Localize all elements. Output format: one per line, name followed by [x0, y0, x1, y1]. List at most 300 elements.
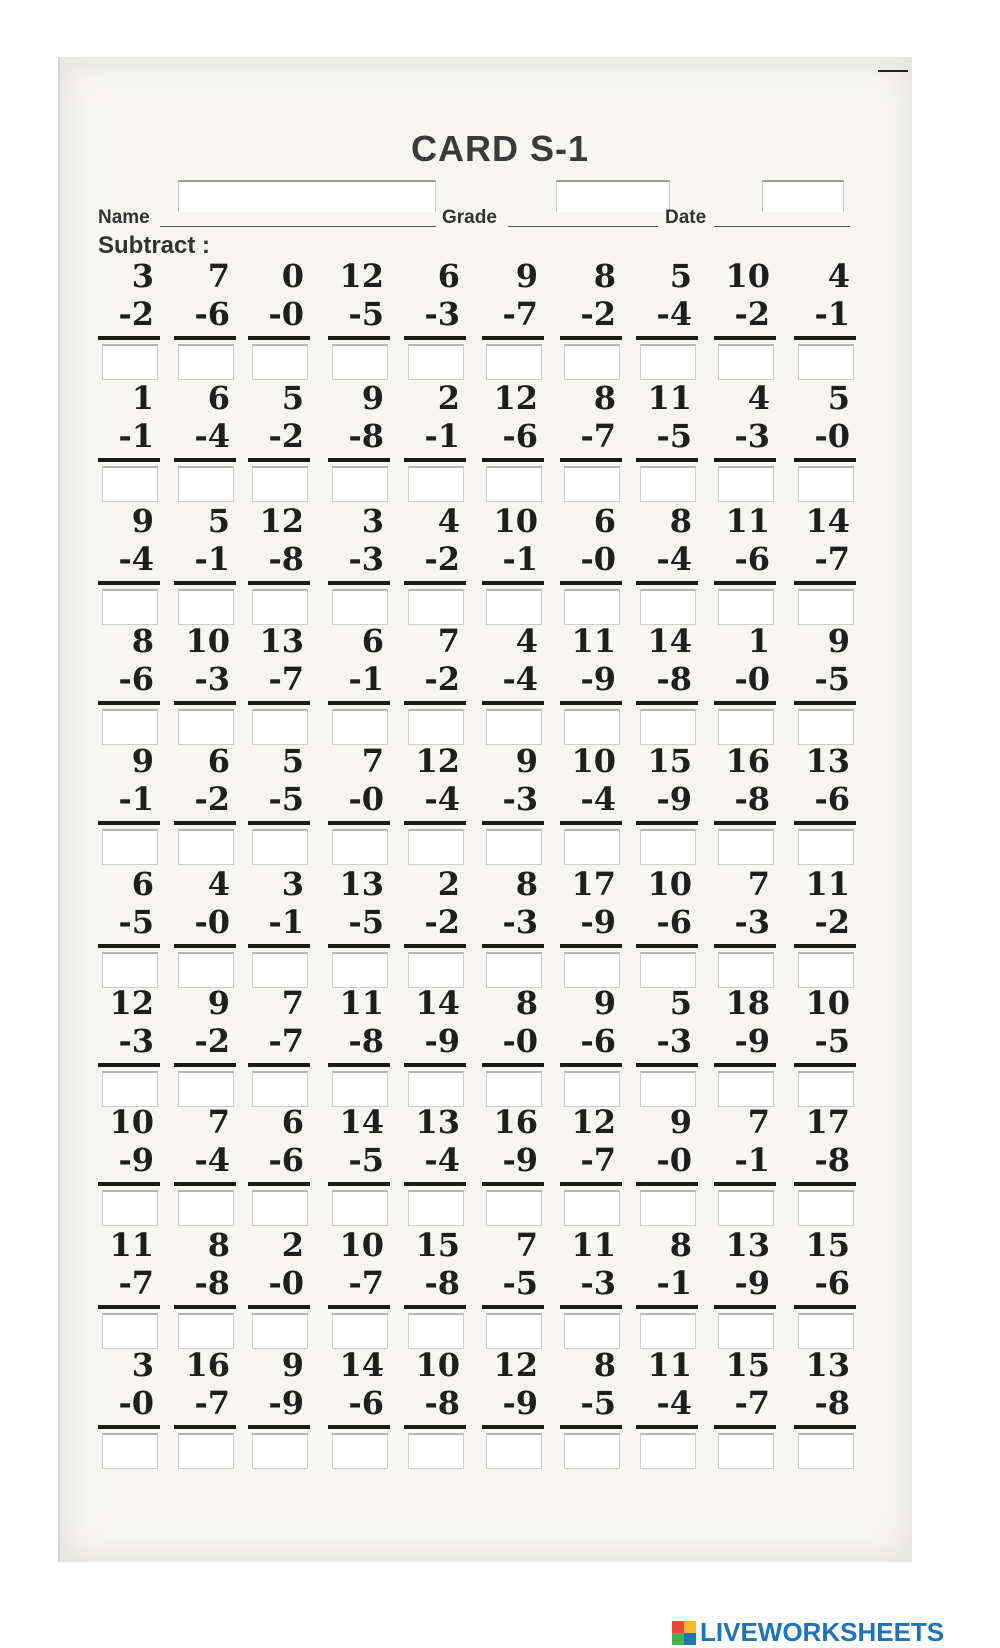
answer-input[interactable]	[718, 709, 774, 745]
minuend: 9	[669, 1103, 692, 1141]
answer-input[interactable]	[178, 344, 234, 380]
minuend: 6	[593, 502, 616, 540]
subtrahend: -2	[424, 903, 460, 941]
minuend: 10	[571, 742, 616, 780]
answer-line	[174, 821, 236, 825]
answer-line	[328, 701, 390, 705]
minuend: 10	[725, 257, 770, 295]
answer-line	[248, 701, 310, 705]
answer-input[interactable]	[332, 466, 388, 502]
answer-line	[482, 701, 544, 705]
answer-line	[248, 944, 310, 948]
subtrahend: -2	[194, 1022, 230, 1060]
answer-line	[714, 336, 776, 340]
subtrahend: -8	[268, 540, 304, 578]
subtrahend: -3	[734, 417, 770, 455]
answer-input[interactable]	[640, 1433, 696, 1469]
answer-line	[482, 458, 544, 462]
subtrahend: -0	[656, 1141, 692, 1179]
minuend: 10	[805, 984, 850, 1022]
answer-input[interactable]	[718, 829, 774, 865]
answer-input[interactable]	[718, 952, 774, 988]
subtrahend: -7	[580, 417, 616, 455]
answer-input[interactable]	[408, 1313, 464, 1349]
minuend: 4	[827, 257, 850, 295]
subtrahend: -0	[580, 540, 616, 578]
answer-input[interactable]	[332, 1190, 388, 1226]
answer-line	[328, 336, 390, 340]
minuend: 12	[493, 379, 538, 417]
answer-line	[482, 821, 544, 825]
subtrahend: -4	[656, 1384, 692, 1422]
subtrahend: -8	[814, 1141, 850, 1179]
subtrahend: -9	[580, 660, 616, 698]
minuend: 12	[109, 984, 154, 1022]
answer-input[interactable]	[718, 344, 774, 380]
subtrahend: -0	[348, 780, 384, 818]
subtrahend: -9	[118, 1141, 154, 1179]
minuend: 10	[109, 1103, 154, 1141]
answer-input[interactable]	[564, 344, 620, 380]
answer-input[interactable]	[252, 1071, 308, 1107]
subtrahend: -5	[580, 1384, 616, 1422]
answer-line	[328, 1425, 390, 1429]
subtrahend: -6	[734, 540, 770, 578]
answer-line	[328, 1305, 390, 1309]
answer-input[interactable]	[408, 466, 464, 502]
minuend: 9	[131, 502, 154, 540]
answer-input[interactable]	[640, 344, 696, 380]
answer-input[interactable]	[640, 589, 696, 625]
answer-line	[404, 1305, 466, 1309]
answer-input[interactable]	[718, 1313, 774, 1349]
answer-line	[328, 1182, 390, 1186]
answer-line	[794, 336, 856, 340]
minuend: 15	[725, 1346, 770, 1384]
answer-input[interactable]	[408, 1190, 464, 1226]
answer-input[interactable]	[332, 589, 388, 625]
answer-input[interactable]	[252, 829, 308, 865]
subtrahend: -3	[734, 903, 770, 941]
answer-line	[174, 701, 236, 705]
answer-input[interactable]	[486, 589, 542, 625]
minuend: 10	[339, 1226, 384, 1264]
liveworksheets-logo	[672, 1617, 944, 1648]
subtrahend: -3	[502, 780, 538, 818]
minuend: 5	[207, 502, 230, 540]
subtrahend: -2	[814, 903, 850, 941]
answer-input[interactable]	[178, 589, 234, 625]
answer-line	[714, 821, 776, 825]
answer-line	[98, 1305, 160, 1309]
minuend: 8	[131, 622, 154, 660]
minuend: 13	[805, 742, 850, 780]
answer-input[interactable]	[102, 709, 158, 745]
subtrahend: -9	[734, 1264, 770, 1302]
answer-line	[174, 458, 236, 462]
subtrahend: -9	[502, 1384, 538, 1422]
subtrahend: -3	[118, 1022, 154, 1060]
answer-input[interactable]	[102, 344, 158, 380]
subtrahend: -1	[118, 780, 154, 818]
answer-line	[174, 1182, 236, 1186]
minuend: 13	[725, 1226, 770, 1264]
subtrahend: -6	[118, 660, 154, 698]
answer-line	[714, 1182, 776, 1186]
answer-input[interactable]	[102, 952, 158, 988]
answer-input[interactable]	[252, 709, 308, 745]
answer-input[interactable]	[798, 709, 854, 745]
answer-input[interactable]	[564, 589, 620, 625]
answer-input[interactable]	[486, 829, 542, 865]
answer-input[interactable]	[408, 1071, 464, 1107]
answer-input[interactable]	[178, 952, 234, 988]
answer-line	[328, 821, 390, 825]
answer-line	[560, 1305, 622, 1309]
answer-input[interactable]	[486, 1071, 542, 1107]
subtrahend: -8	[424, 1384, 460, 1422]
minuend: 17	[805, 1103, 850, 1141]
minuend: 9	[827, 622, 850, 660]
minuend: 1	[131, 379, 154, 417]
answer-input[interactable]	[332, 344, 388, 380]
answer-input[interactable]	[486, 709, 542, 745]
answer-input[interactable]	[486, 344, 542, 380]
answer-input[interactable]	[178, 1190, 234, 1226]
answer-line	[636, 821, 698, 825]
minuend: 3	[281, 865, 304, 903]
answer-line	[482, 1305, 544, 1309]
minuend: 6	[207, 379, 230, 417]
answer-input[interactable]	[102, 1433, 158, 1469]
subtrahend: -1	[502, 540, 538, 578]
answer-input[interactable]	[564, 709, 620, 745]
answer-input[interactable]	[640, 466, 696, 502]
answer-input[interactable]	[102, 466, 158, 502]
answer-input[interactable]	[486, 466, 542, 502]
answer-line	[98, 944, 160, 948]
answer-line	[404, 701, 466, 705]
answer-line	[794, 944, 856, 948]
subtrahend: -7	[268, 1022, 304, 1060]
answer-input[interactable]	[332, 1313, 388, 1349]
answer-input[interactable]	[408, 709, 464, 745]
minuend: 5	[669, 257, 692, 295]
minuend: 12	[339, 257, 384, 295]
subtrahend: -8	[656, 660, 692, 698]
answer-line	[714, 1063, 776, 1067]
subtrahend: -7	[194, 1384, 230, 1422]
subtrahend: -2	[118, 295, 154, 333]
answer-input[interactable]	[252, 1313, 308, 1349]
minuend: 3	[131, 1346, 154, 1384]
answer-input[interactable]	[102, 829, 158, 865]
answer-input[interactable]	[798, 952, 854, 988]
subtrahend: -3	[580, 1264, 616, 1302]
answer-input[interactable]	[564, 829, 620, 865]
answer-input[interactable]	[178, 1071, 234, 1107]
answer-input[interactable]	[252, 1433, 308, 1469]
answer-input[interactable]	[564, 952, 620, 988]
answer-input[interactable]	[178, 1433, 234, 1469]
subtrahend: -7	[502, 295, 538, 333]
minuend: 9	[593, 984, 616, 1022]
subtrahend: -4	[424, 780, 460, 818]
answer-line	[482, 1182, 544, 1186]
minuend: 18	[725, 984, 770, 1022]
answer-input[interactable]	[332, 1433, 388, 1469]
subtrahend: -7	[118, 1264, 154, 1302]
answer-input[interactable]	[640, 829, 696, 865]
answer-line	[482, 336, 544, 340]
answer-line	[482, 1425, 544, 1429]
subtrahend: -5	[814, 1022, 850, 1060]
subtrahend: -2	[424, 660, 460, 698]
minuend: 2	[437, 379, 460, 417]
grade-label: Grade	[442, 207, 497, 228]
minuend: 8	[593, 257, 616, 295]
subtrahend: -1	[268, 903, 304, 941]
answer-input[interactable]	[718, 1190, 774, 1226]
answer-input[interactable]	[798, 344, 854, 380]
answer-input[interactable]	[102, 1190, 158, 1226]
minuend: 15	[805, 1226, 850, 1264]
answer-input[interactable]	[408, 589, 464, 625]
answer-input[interactable]	[564, 1071, 620, 1107]
answer-input[interactable]	[486, 1190, 542, 1226]
answer-line	[636, 336, 698, 340]
instruction-label: Subtract :	[98, 232, 211, 259]
answer-line	[560, 1182, 622, 1186]
answer-line	[794, 1305, 856, 1309]
answer-input[interactable]	[564, 1433, 620, 1469]
subtrahend: -6	[580, 1022, 616, 1060]
answer-input[interactable]	[798, 1190, 854, 1226]
subtrahend: -2	[734, 295, 770, 333]
answer-input[interactable]	[640, 1190, 696, 1226]
answer-line	[328, 944, 390, 948]
minuend: 4	[747, 379, 770, 417]
minuend: 9	[281, 1346, 304, 1384]
answer-input[interactable]	[564, 1190, 620, 1226]
answer-input[interactable]	[798, 1433, 854, 1469]
minuend: 13	[339, 865, 384, 903]
answer-input[interactable]	[640, 952, 696, 988]
answer-line	[174, 336, 236, 340]
subtrahend: -4	[194, 1141, 230, 1179]
answer-input[interactable]	[178, 1313, 234, 1349]
answer-input[interactable]	[486, 952, 542, 988]
subtrahend: -5	[502, 1264, 538, 1302]
subtrahend: -5	[348, 903, 384, 941]
answer-line	[636, 1182, 698, 1186]
minuend: 9	[207, 984, 230, 1022]
subtrahend: -6	[268, 1141, 304, 1179]
answer-input[interactable]	[178, 709, 234, 745]
answer-input[interactable]	[102, 589, 158, 625]
answer-input[interactable]	[252, 952, 308, 988]
minuend: 5	[827, 379, 850, 417]
answer-line	[636, 458, 698, 462]
answer-line	[482, 581, 544, 585]
subtrahend: -9	[580, 903, 616, 941]
minuend: 14	[339, 1103, 384, 1141]
subtrahend: -4	[424, 1141, 460, 1179]
minuend: 16	[493, 1103, 538, 1141]
subtrahend: -4	[502, 660, 538, 698]
answer-input[interactable]	[332, 1071, 388, 1107]
minuend: 14	[415, 984, 460, 1022]
logo-text: LIVEWORKSHEETS	[700, 1617, 945, 1647]
answer-input[interactable]	[564, 466, 620, 502]
answer-line	[794, 458, 856, 462]
minuend: 16	[185, 1346, 230, 1384]
answer-input[interactable]	[252, 344, 308, 380]
minuend: 11	[571, 1226, 616, 1264]
minuend: 11	[725, 502, 770, 540]
answer-line	[174, 1305, 236, 1309]
minuend: 8	[669, 1226, 692, 1264]
answer-input[interactable]	[252, 466, 308, 502]
subtrahend: -1	[348, 660, 384, 698]
answer-input[interactable]	[102, 1071, 158, 1107]
answer-line	[174, 944, 236, 948]
minuend: 7	[207, 1103, 230, 1141]
subtrahend: -8	[734, 780, 770, 818]
minuend: 8	[515, 984, 538, 1022]
subtrahend: -0	[118, 1384, 154, 1422]
subtrahend: -7	[580, 1141, 616, 1179]
answer-line	[98, 1063, 160, 1067]
answer-input[interactable]	[332, 952, 388, 988]
answer-input[interactable]	[486, 1313, 542, 1349]
minuend: 2	[437, 865, 460, 903]
answer-line	[482, 944, 544, 948]
minuend: 16	[725, 742, 770, 780]
subtrahend: -7	[348, 1264, 384, 1302]
subtrahend: -1	[814, 295, 850, 333]
subtrahend: -2	[424, 540, 460, 578]
minuend: 14	[339, 1346, 384, 1384]
minuend: 8	[593, 379, 616, 417]
answer-input[interactable]	[408, 829, 464, 865]
subtrahend: -3	[194, 660, 230, 698]
minuend: 12	[571, 1103, 616, 1141]
minuend: 14	[647, 622, 692, 660]
answer-input[interactable]	[718, 1071, 774, 1107]
minuend: 1	[747, 622, 770, 660]
subtrahend: -9	[734, 1022, 770, 1060]
answer-line	[404, 1425, 466, 1429]
answer-line	[404, 1182, 466, 1186]
minuend: 10	[185, 622, 230, 660]
minuend: 8	[207, 1226, 230, 1264]
answer-input[interactable]	[408, 1433, 464, 1469]
answer-line	[174, 1425, 236, 1429]
answer-line	[328, 1063, 390, 1067]
minuend: 17	[571, 865, 616, 903]
answer-line	[560, 458, 622, 462]
answer-input[interactable]	[486, 1433, 542, 1469]
answer-line	[636, 701, 698, 705]
minuend: 5	[669, 984, 692, 1022]
subtrahend: -5	[814, 660, 850, 698]
minuend: 7	[515, 1226, 538, 1264]
answer-line	[560, 336, 622, 340]
answer-input[interactable]	[252, 1190, 308, 1226]
minuend: 10	[415, 1346, 460, 1384]
answer-input[interactable]	[252, 589, 308, 625]
answer-input[interactable]	[718, 589, 774, 625]
answer-input[interactable]	[798, 589, 854, 625]
answer-input[interactable]	[798, 829, 854, 865]
answer-input[interactable]	[332, 829, 388, 865]
name-label: Name	[98, 207, 150, 228]
answer-input[interactable]	[798, 1313, 854, 1349]
answer-input[interactable]	[718, 466, 774, 502]
answer-line	[636, 1425, 698, 1429]
minuend: 6	[437, 257, 460, 295]
minuend: 6	[281, 1103, 304, 1141]
subtrahend: -4	[656, 295, 692, 333]
answer-line	[248, 1063, 310, 1067]
answer-line	[248, 821, 310, 825]
answer-input[interactable]	[640, 1313, 696, 1349]
minuend: 7	[437, 622, 460, 660]
answer-input[interactable]	[718, 1433, 774, 1469]
answer-input[interactable]	[640, 709, 696, 745]
minuend: 3	[361, 502, 384, 540]
subtrahend: -0	[268, 1264, 304, 1302]
subtrahend: -7	[268, 660, 304, 698]
answer-input[interactable]	[798, 1071, 854, 1107]
subtrahend: -6	[656, 903, 692, 941]
answer-input[interactable]	[102, 1313, 158, 1349]
minuend: 6	[131, 865, 154, 903]
answer-line	[714, 701, 776, 705]
subtrahend: -2	[580, 295, 616, 333]
minuend: 6	[361, 622, 384, 660]
answer-input[interactable]	[408, 952, 464, 988]
answer-line	[98, 458, 160, 462]
answer-input[interactable]	[564, 1313, 620, 1349]
answer-line	[794, 1182, 856, 1186]
answer-input[interactable]	[332, 709, 388, 745]
subtrahend: -9	[502, 1141, 538, 1179]
answer-input[interactable]	[178, 466, 234, 502]
answer-input[interactable]	[408, 344, 464, 380]
answer-input[interactable]	[798, 466, 854, 502]
subtrahend: -8	[814, 1384, 850, 1422]
minuend: 3	[131, 257, 154, 295]
answer-input[interactable]	[178, 829, 234, 865]
subtrahend: -1	[656, 1264, 692, 1302]
subtrahend: -6	[194, 295, 230, 333]
answer-line	[248, 1182, 310, 1186]
minuend: 9	[515, 257, 538, 295]
answer-input[interactable]	[640, 1071, 696, 1107]
answer-line	[98, 1425, 160, 1429]
answer-line	[560, 1425, 622, 1429]
answer-line	[794, 821, 856, 825]
answer-line	[404, 458, 466, 462]
answer-line	[248, 1305, 310, 1309]
subtrahend: -2	[268, 417, 304, 455]
minuend: 11	[647, 1346, 692, 1384]
answer-line	[404, 821, 466, 825]
minuend: 14	[805, 502, 850, 540]
answer-line	[404, 581, 466, 585]
